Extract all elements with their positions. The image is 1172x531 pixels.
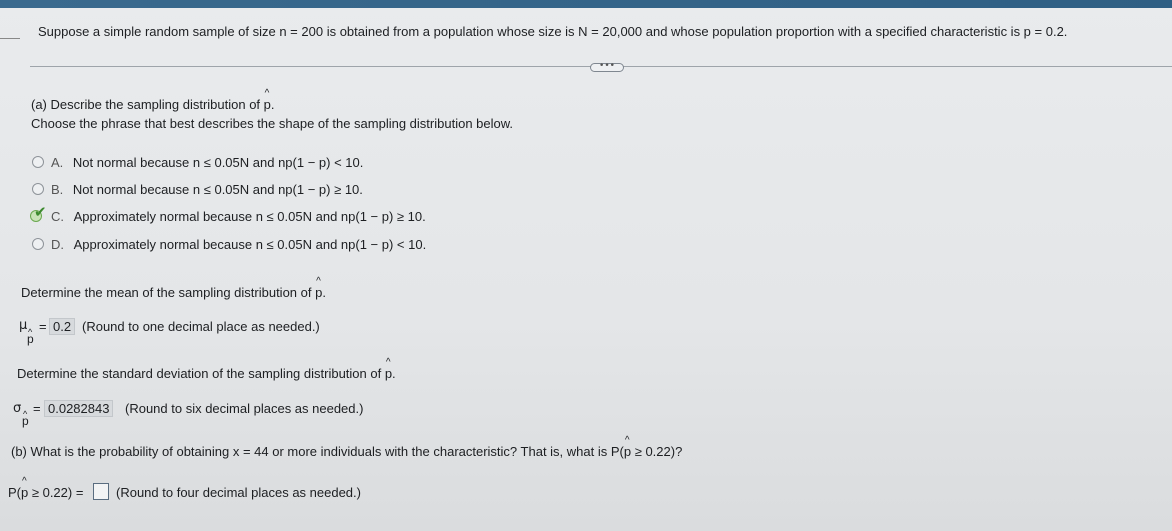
- mean-symbol: μ: [19, 318, 28, 333]
- part-b-answer-suffix: ≥ 0.22) =: [28, 485, 84, 500]
- option-b[interactable]: [51, 182, 363, 197]
- std-subscript: ^ p: [22, 415, 29, 427]
- std-prompt: [17, 366, 396, 381]
- mean-p-hat: ^ p.: [315, 285, 326, 300]
- problem-statement: Suppose a simple random sample of size n = 200 is obtained from a population whose size is N = 20,000 and whose population proportion with a specified characteristic is p = 0.2.: [38, 24, 1068, 39]
- part-a-instruction: Choose the phrase that best describes the shape of the sampling distribution below.: [31, 116, 514, 131]
- p-hat-symbol: ^ p.: [264, 97, 275, 112]
- option-b-radio[interactable]: [32, 183, 44, 195]
- part-b-answer-prefix: P(: [8, 485, 21, 500]
- std-rounding-note: (Round to six decimal places as needed.): [125, 401, 364, 416]
- part-b-question-suffix: ≥ 0.22)?: [631, 444, 683, 459]
- mean-answer-field[interactable]: 0.2: [49, 318, 75, 335]
- mean-rounding-note: (Round to one decimal place as needed.): [82, 319, 320, 334]
- std-p-hat: ^ p.: [385, 366, 396, 381]
- part-b-answer-label: [8, 485, 83, 500]
- std-answer-field[interactable]: 0.0282843: [44, 400, 113, 417]
- option-b-letter: B.: [51, 182, 64, 197]
- part-a-title-prefix: (a) Describe the sampling distribution of: [31, 97, 264, 112]
- part-b-rounding-note: (Round to four decimal places as needed.): [116, 485, 361, 500]
- checkmark-icon: ✔: [34, 203, 47, 221]
- part-a-title: [31, 97, 275, 112]
- mean-prompt: [21, 285, 326, 300]
- mean-prompt-prefix: Determine the mean of the sampling distribution of: [21, 285, 316, 300]
- mean-equals: =: [39, 319, 47, 334]
- top-accent-bar: [0, 0, 1172, 8]
- option-b-text: Not normal because n ≤ 0.05N and np(1 − p) ≥ 10.: [72, 182, 363, 197]
- part-b-question-prefix: (b) What is the probability of obtaining x = 44 or more individuals with the characteristic? That is, what is P(: [11, 444, 624, 459]
- std-symbol: σ: [13, 401, 22, 416]
- option-c-letter: C.: [51, 209, 64, 224]
- option-c-text: Approximately normal because n ≤ 0.05N and np(1 − p) ≥ 10.: [73, 209, 426, 224]
- std-prompt-prefix: Determine the standard deviation of the sampling distribution of: [17, 366, 385, 381]
- option-d-letter: D.: [51, 237, 64, 252]
- part-b-p-hat: ^ p: [624, 444, 631, 459]
- expand-more-button[interactable]: •••: [590, 63, 624, 72]
- left-edge-marker: [0, 38, 20, 39]
- option-a-radio[interactable]: [32, 156, 44, 168]
- part-b-answer-input[interactable]: [93, 483, 109, 500]
- std-equals: =: [33, 401, 41, 416]
- option-d[interactable]: [51, 237, 426, 252]
- option-a-text: Not normal because n ≤ 0.05N and np(1 − p) < 10.: [72, 155, 364, 170]
- option-d-text: Approximately normal because n ≤ 0.05N and np(1 − p) < 10.: [73, 237, 427, 252]
- option-c[interactable]: [51, 209, 426, 224]
- mean-subscript: ^ p: [27, 333, 34, 345]
- part-b-answer-p-hat: ^ p: [21, 485, 28, 500]
- option-d-radio[interactable]: [32, 238, 44, 250]
- option-a[interactable]: [51, 155, 363, 170]
- option-a-letter: A.: [51, 155, 64, 170]
- part-b-question: [11, 444, 682, 459]
